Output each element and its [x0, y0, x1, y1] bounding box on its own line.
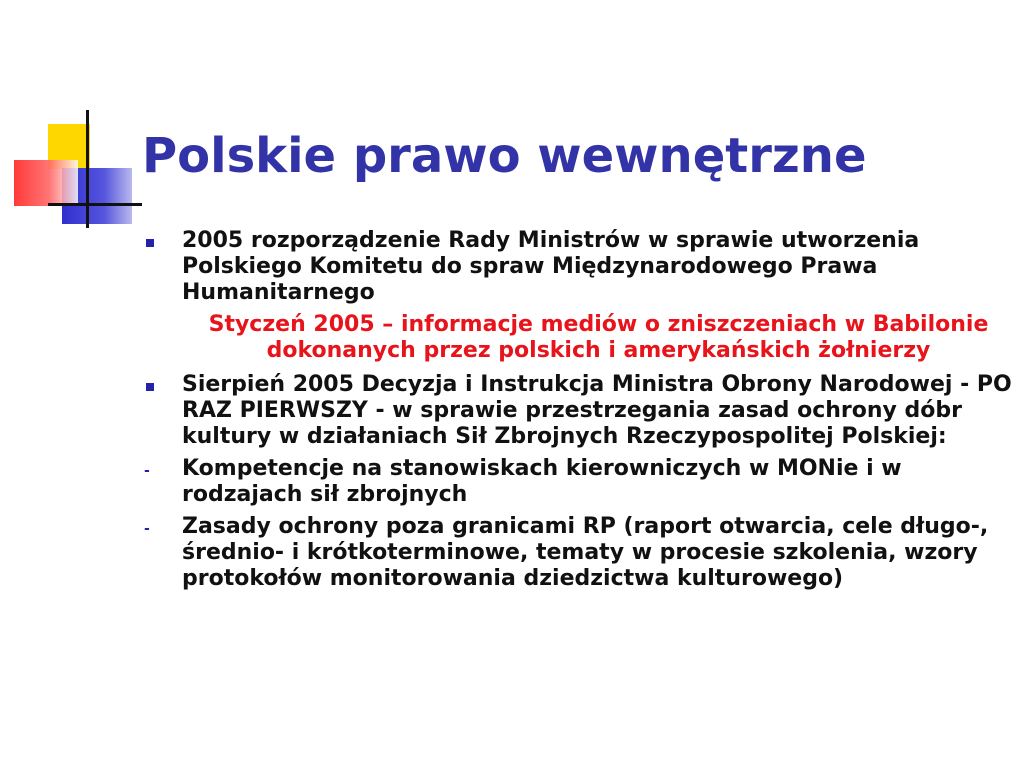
square-bullet-icon — [146, 383, 154, 391]
bullet-text: Sierpień 2005 Decyzja i Instrukcja Ministra Obrony Narodowej - PO RAZ PIERWSZY - w sprawie przestrzegania zasad ochrony dóbr kultury w działaniach Sił Zbrojnych Rzeczypospolitej Polskiej: — [182, 372, 1012, 449]
dash-item-kompetencje — [140, 456, 1015, 508]
dash-item-zasady — [140, 514, 1015, 592]
dash-text: Zasady ochrony poza granicami RP (raport otwarcia, cele długo-, średnio- i krótkoterminowe, tematy w procesie szkolenia, wzory protokołów monitorowania dziedzictwa kulturowego) — [182, 514, 989, 591]
slide-title: Polskie prawo wewnętrzne — [142, 128, 867, 184]
decor-vertical-line — [86, 110, 89, 228]
bullet-item-rozporzadzenie — [140, 228, 1015, 306]
corner-decoration — [0, 0, 140, 240]
bullet-item-decyzja — [140, 372, 1015, 450]
bullet-text: 2005 rozporządzenie Rady Ministrów w sprawie utworzenia Polskiego Komitetu do spraw Międzynarodowego Prawa Humanitarnego — [182, 228, 920, 305]
slide-content — [140, 228, 1015, 598]
dash-bullet-icon: - — [144, 521, 150, 537]
dash-bullet-icon: - — [144, 463, 150, 479]
decor-horizontal-line — [48, 203, 142, 206]
dash-text: Kompetencje na stanowiskach kierowniczych w MONie i w rodzajach sił zbrojnych — [182, 456, 902, 507]
square-bullet-icon — [146, 239, 154, 247]
red-note-styczen: Styczeń 2005 – informacje mediów o zniszczeniach w Babilonie dokonanych przez polskich i amerykańskich żołnierzy — [208, 312, 989, 363]
decor-red-bar — [14, 160, 78, 206]
